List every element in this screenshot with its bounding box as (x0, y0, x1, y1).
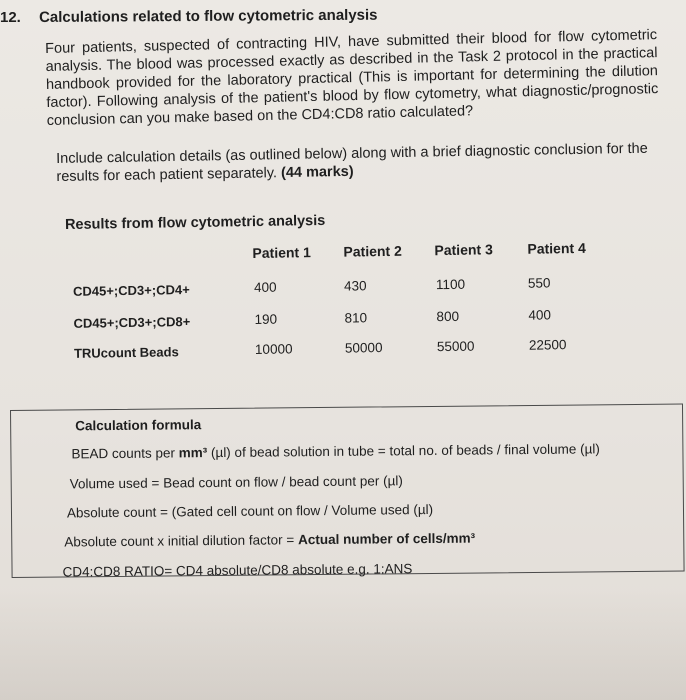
formula-line-bead-counts-a: BEAD counts per (71, 445, 179, 462)
formula-line-absolute-count: Absolute count = (Gated cell count on flow / Volume used (µl) (66, 501, 434, 521)
instruction-text: Include calculation details (as outlined below) along with a brief diagnostic conclusion for the results for each patient separately. (56, 140, 648, 185)
cell-beads-patient-1: 10000 (254, 341, 293, 358)
cell-beads-patient-3: 55000 (436, 338, 475, 355)
row-label-trucount: TRUcount Beads (73, 344, 179, 361)
cell-cd4-patient-2: 430 (343, 278, 367, 294)
formula-line-dilution-a: Absolute count x initial dilution factor = (64, 532, 299, 550)
question-heading: Calculations related to flow cytometric analysis (39, 6, 378, 26)
cell-beads-patient-4: 22500 (528, 337, 567, 353)
formula-line-bead-counts (71, 441, 600, 461)
formula-line-volume-used: Volume used = Bead count on flow / bead count per (µl) (69, 473, 403, 492)
row-label-cd4: CD45+;CD3+;CD4+ (72, 282, 190, 299)
cell-cd4-patient-4: 550 (527, 275, 551, 291)
column-header-patient-1: Patient 1 (252, 244, 311, 262)
results-title: Results from flow cytometric analysis (64, 212, 326, 233)
question-paragraph: Four patients, suspected of contracting HIV, have submitted their blood for flow cytometric analysis. The blood was processed exactly as described in the Task 2 protocol in the practical handbook provided for the laboratory practical (This is important for determining the dilution factor). Following analysis of the patient's blood by flow cytometry, what diagnostic/prognostic conclusion can you make based on the CD4:CD8 ratio calculated? (45, 27, 659, 129)
formula-line-dilution (64, 531, 475, 550)
column-header-patient-4: Patient 4 (527, 239, 586, 257)
formula-box (10, 404, 685, 578)
formula-title: Calculation formula (75, 417, 202, 434)
column-header-patient-2: Patient 2 (343, 242, 402, 260)
page-shadow (0, 590, 686, 700)
formula-line-ratio: CD4:CD8 RATIO= CD4 absolute/CD8 absolute e.g. 1:ANS (62, 561, 413, 580)
cell-cd8-patient-2: 810 (344, 310, 368, 326)
column-header-patient-3: Patient 3 (434, 241, 493, 259)
question-number: 12. (0, 9, 21, 26)
cell-cd4-patient-3: 1100 (435, 276, 466, 293)
cell-cd8-patient-1: 190 (254, 311, 278, 328)
formula-line-bead-counts-unit: mm³ (178, 445, 208, 461)
cell-beads-patient-2: 50000 (344, 340, 383, 356)
formula-line-dilution-b: Actual number of cells/mm³ (297, 530, 476, 548)
marks-label: (44 marks) (280, 163, 354, 182)
row-label-cd8: CD45+;CD3+;CD8+ (73, 314, 191, 331)
cell-cd4-patient-1: 400 (253, 279, 277, 296)
formula-line-bead-counts-c: (µl) of bead solution in tube = total no. of beads / final volume (µl) (207, 441, 600, 461)
cell-cd8-patient-3: 800 (436, 308, 460, 325)
cell-cd8-patient-4: 400 (528, 307, 552, 323)
